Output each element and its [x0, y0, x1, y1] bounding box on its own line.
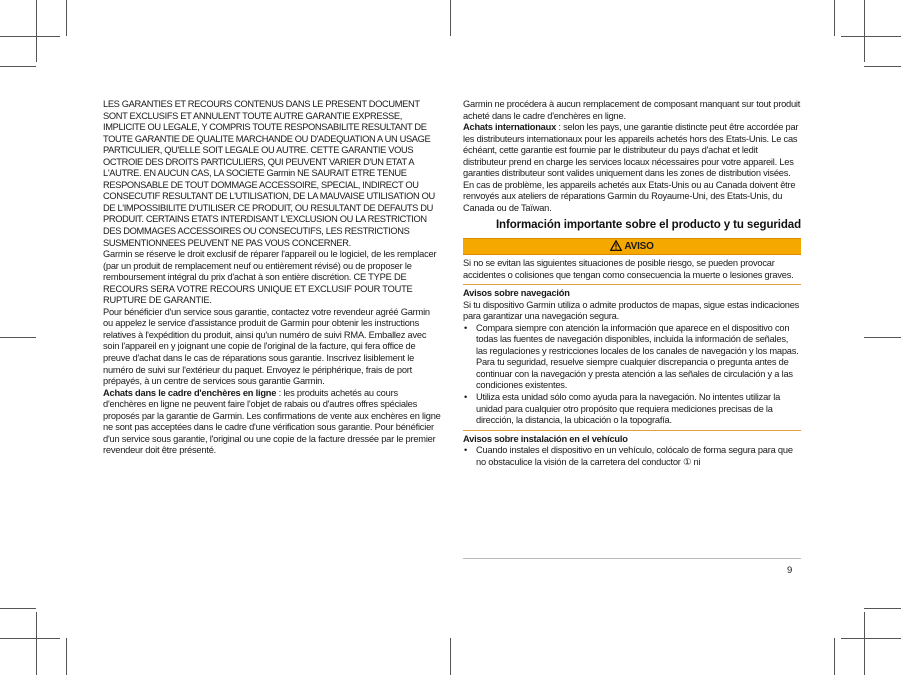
auction-label: Achats dans le cadre d'enchères en ligne [103, 387, 277, 398]
list-item-text: Cuando instales el dispositivo en un vehículo, colócalo de forma segura para que no obstaculice la visión de la carretera del conductor ① ni [476, 445, 793, 467]
section-heading: Información importante sobre el producto y tu seguridad [495, 219, 801, 232]
page-number: 9 [787, 565, 793, 576]
reserve-paragraph: Garmin se réserve le droit exclusif de réparer l'appareil ou le logiciel, de les remplacer (par un produit de remplacement neuf ou entièrement révisé) ou de proposer le remboursement intégral du prix d'achat à son entière discrétion. CE TYPE DE RECOURS SERA VOTRE RECOURS UNIQUE ET EXCLUSIF POUR TOUTE RUPTURE DE GARANTIE. [103, 249, 437, 306]
crop-mark [864, 0, 865, 62]
international-text: : selon les pays, une garantie distincte peut être accordée par les distributeurs internationaux pour les appareils achetés hors des Etats-Unis. Le cas échéant, cette garantie est fournie par le distributeur du pays d'achat et ledit distributeur prend en charge les services locaux nécessaires pour votre appareil. Les garanties distributeur sont valides uniquement dans les zones de distribution visées. En cas de problème, les appareils achetés aux Etats-Unis ou au Canada doivent être renvoyés aux ateliers de réparations Garmin du Royaume-Uni, des Etats-Unis, du Canada ou de Taïwan. [463, 122, 799, 213]
crop-mark [864, 612, 865, 675]
divider [463, 430, 801, 431]
auction-text: : les produits achetés au cours d'enchères en ligne ne peuvent faire l'objet de rabais ou d'autres offres spéciales proposés par la garantie de Garmin. Les confirmations de vente aux enchères en ligne ne sont pas acceptées dans le cadre d'une vérification sous garantie. Pour bénéficier d'un service sous garantie, l'original ou une copie de la facture dressée par le premier revendeur doit être présenté. [103, 387, 441, 456]
aviso-bar [463, 238, 801, 255]
auction-paragraph [103, 388, 441, 457]
crop-mark [864, 66, 901, 67]
bullet-glyph: • [464, 445, 468, 456]
aviso-label: AVISO [624, 241, 654, 253]
aviso-text: Si no se evitan las siguientes situaciones de posible riesgo, se pueden provocar accidentes o colisiones que tengan como consecuencia la muerte o lesiones graves. [463, 258, 794, 280]
crop-mark [36, 612, 37, 675]
crop-mark [0, 36, 60, 37]
crop-mark [36, 0, 37, 62]
crop-mark [0, 337, 36, 338]
footer-rule [463, 558, 801, 559]
list-item [463, 323, 801, 392]
crop-mark [66, 0, 67, 36]
install-bullet-list [463, 445, 801, 468]
nav-heading: Avisos sobre navegación [463, 288, 570, 299]
divider [463, 284, 801, 285]
crop-mark [0, 66, 36, 67]
warning-triangle-icon [610, 240, 622, 251]
nav-bullet-list [463, 323, 801, 427]
crop-mark [834, 638, 835, 675]
crop-mark [841, 36, 901, 37]
list-item-text: Compara siempre con atención la información que aparece en el dispositivo con todas las fuentes de navegación disponibles, incluida la información de señales, las regulaciones y restricciones locales de los canales de navegación y los mapas. Para tu seguridad, resuelve siempre cualquier discrepancia o pregunta antes de continuar con la navegación y presta atención a las señales de circulación y a las condiciones existentes. [476, 322, 799, 391]
list-item [463, 392, 801, 427]
crop-mark [450, 0, 451, 36]
crop-mark [864, 337, 901, 338]
right-column [463, 99, 801, 468]
continuation-paragraph: Garmin ne procédera à aucun remplacement de composant manquant sur tout produit acheté dans le cadre d'enchères en ligne. [463, 99, 801, 121]
service-paragraph: Pour bénéficier d'un service sous garantie, contactez votre revendeur agréé Garmin ou appelez le service d'assistance produit de Garmin pour obtenir les instructions relatives à l'expédition du produit, ainsi qu'un numéro de suivi RMA. Emballez avec soin l'appareil en y joignant une copie de l'original de la facture, qui fera office de preuve d'achat dans le cas de réparations sous garantie. Inscrivez lisiblement le numéro de suivi sur l'extérieur du paquet. Envoyez le périphérique, frais de port prépayés, à un centre de services sous garantie Garmin. [103, 306, 430, 387]
crop-mark [0, 608, 36, 609]
crop-mark [66, 638, 67, 675]
crop-mark [450, 638, 451, 675]
left-column [103, 99, 441, 457]
list-item [463, 445, 801, 468]
nav-intro: Si tu dispositivo Garmin utiliza o admite productos de mapas, sigue estas indicaciones para garantizar una navegación segura. [463, 299, 800, 322]
list-item-text: Utiliza esta unidad sólo como ayuda para la navegación. No intentes utilizar la unidad para cualquier otro propósito que requiera mediciones precisas de la dirección, la distancia, la ubicación o la topografía. [476, 392, 781, 426]
bullet-glyph: • [464, 322, 468, 333]
crop-mark [0, 638, 60, 639]
crop-mark [841, 638, 901, 639]
international-label: Achats internationaux [463, 122, 557, 133]
crop-mark [864, 608, 901, 609]
international-paragraph [463, 122, 801, 214]
install-heading: Avisos sobre instalación en el vehículo [463, 433, 628, 444]
warranty-caps-paragraph: LES GARANTIES ET RECOURS CONTENUS DANS LE PRESENT DOCUMENT SONT EXCLUSIFS ET ANNULENT TOUTE AUTRE GARANTIE EXPRESSE, IMPLICITE OU LEGALE, Y COMPRIS TOUTE RESPONSABILITE RESULTANT DE TOUTE GARANTIE DE QUALITE MARCHANDE OU D'ADEQUATION A UN USAGE PARTICULIER, QU'ELLE SOIT LEGALE OU AUTRE. CETTE GARANTIE VOUS OCTROIE DES DROITS PARTICULIERS, QUI PEUVENT VARIER D'UN ETAT A L'AUTRE. EN AUCUN CAS, LA SOCIETE Garmin NE SAURAIT ETRE TENUE RESPONSABLE DE TOUT DOMMAGE ACCESSOIRE, SPECIAL, INDIRECT OU CONSECUTIF RESULTANT DE L'UTILISATION, DE LA MAUVAISE UTILISATION OU DE L'IMPOSSIBILITE D'UTILISER CE PRODUIT, OU RESULTANT DE DEFAUTS DU PRODUIT. CERTAINS ETATS INTERDISANT L'EXCLUSION OU LA RESTRICTION DES DOMMAGES ACCESSOIRES OU CONSECUTIFS, LES RESTRICTIONS SUSMENTIONNEES PEUVENT NE PAS VOUS CONCERNER. [103, 99, 435, 248]
bullet-glyph: • [464, 392, 468, 403]
crop-mark [834, 0, 835, 36]
